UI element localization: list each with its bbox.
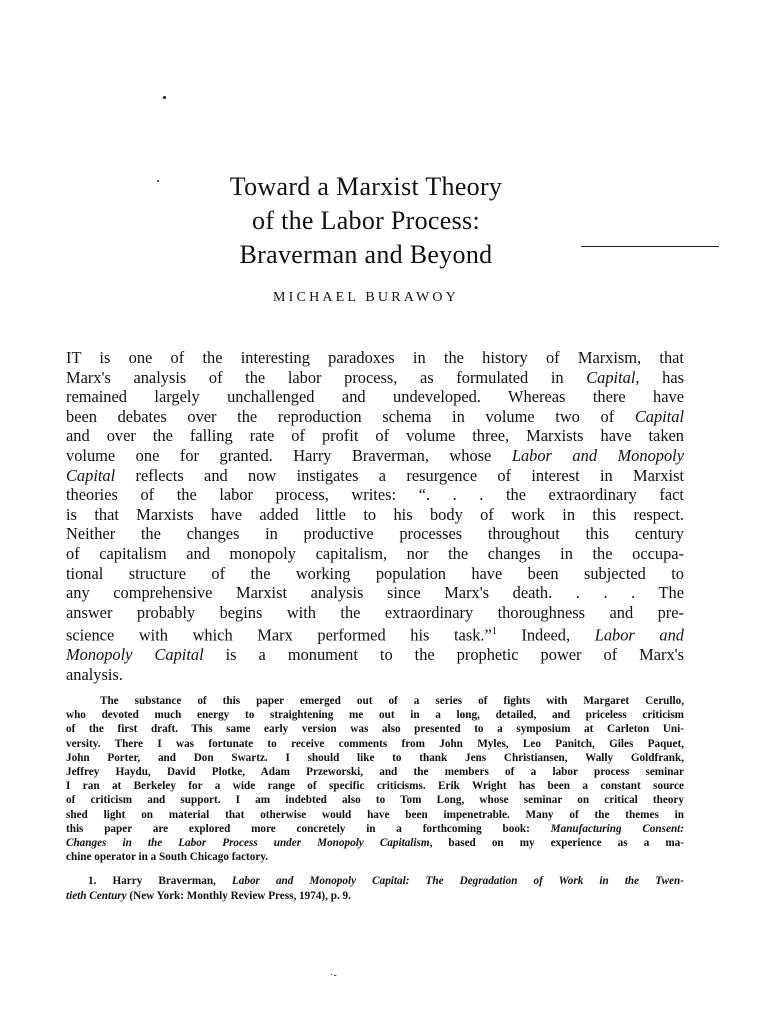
- body-line: theories of the labor process, writes: “. . . the extraordinary fact: [66, 485, 684, 505]
- body-line: Neither the changes in productive processes throughout this century: [66, 524, 684, 544]
- margin-rule: [581, 246, 719, 247]
- body-line: analysis.: [66, 664, 123, 684]
- body-line: any comprehensive Marxist analysis since Marx's death. . . . The: [66, 583, 684, 603]
- body-line: Marx's analysis of the labor process, as formulated in Capital, has: [66, 367, 684, 387]
- body-line: Monopoly Capital is a monument to the prophetic power of Marx's: [66, 645, 684, 665]
- title-line-3: Braverman and Beyond: [239, 240, 493, 269]
- footnote-line: of criticism and support. I am indebted also to Tom Long, whose seminar on critical theory: [66, 794, 684, 807]
- footnote-line: who devoted much energy to straightening me out in a long, detailed, and priceless criticism: [66, 709, 684, 722]
- speck-mark: [163, 96, 166, 99]
- body-line: remained largely unchallenged and undeveloped. Whereas there have: [66, 387, 684, 407]
- body-line: and over the falling rate of profit of volume three, Marxists have taken: [66, 426, 684, 446]
- footnotes: [66, 694, 684, 903]
- body-line: tional structure of the working population have been subjected to: [66, 563, 684, 583]
- footnote-line: 1. Harry Braverman, Labor and Monopoly Capital: The Degradation of Work in the Twen-: [88, 875, 684, 888]
- body-line: science with which Marx performed his task.”$^1$ Indeed, Labor and: [66, 625, 684, 645]
- footnote-1: [66, 874, 684, 902]
- body-paragraph: [66, 348, 684, 685]
- footnote-line: chine operator in a South Chicago factory.: [66, 851, 269, 864]
- footnote-line: John Porter, and Don Swartz. I should like to thank Jens Christiansen, Wally Goldfrank,: [66, 751, 684, 764]
- body-line: of capitalism and monopoly capitalism, nor the changes in the occupa-: [66, 543, 684, 563]
- footnote-line: Changes in the Labor Process under Monopoly Capitalism, based on my experience as a ma-: [66, 837, 684, 850]
- body-line: Capital reflects and now instigates a resurgence of interest in Marxist: [66, 465, 684, 485]
- footnote-line: this paper are explored more concretely in a forthcoming book: Manufacturing Consent:: [66, 822, 684, 835]
- body-line: answer probably begins with the extraordinary thoroughness and pre-: [66, 602, 684, 622]
- footnote-line: The substance of this paper emerged out of a series of fights with Margaret Cerullo,: [100, 695, 684, 707]
- title-line-1: Toward a Marxist Theory: [229, 172, 503, 201]
- page-mark: ·-: [330, 970, 337, 981]
- body-line: been debates over the reproduction schema in volume two of Capital: [66, 406, 684, 426]
- footnote-line: I ran at Berkeley for a wide range of specific criticisms. Erik Wright has been a constant source: [66, 780, 684, 793]
- footnote-line: versity. There I was fortunate to receive comments from John Myles, Leo Panitch, Giles Paquet,: [66, 737, 684, 750]
- body-line: IT is one of the interesting paradoxes in the history of Marxism, that: [66, 348, 684, 367]
- body-line: volume one for granted. Harry Braverman, whose Labor and Monopoly: [66, 445, 684, 465]
- author-name: MICHAEL BURAWOY: [273, 290, 459, 305]
- footnote-line: tieth Century (New York: Monthly Review Press, 1974), p. 9.: [66, 889, 351, 902]
- footnote-line: of the first draft. This same early version was also presented to a symposium at Carleton Uni-: [66, 723, 684, 736]
- title-line-2: of the Labor Process:: [252, 206, 480, 235]
- body-line: is that Marxists have added little to his body of work in this respect.: [66, 504, 684, 524]
- acknowledgment-note: [66, 694, 684, 864]
- footnote-ref: 1: [491, 626, 497, 638]
- footnote-line: shed light on material that otherwise would have been impenetrable. Many of the themes in: [66, 808, 684, 821]
- footnote-line: Jeffrey Haydu, David Plotke, Adam Przeworski, and the members of a labor process seminar: [66, 766, 684, 779]
- article-title: [150, 170, 582, 272]
